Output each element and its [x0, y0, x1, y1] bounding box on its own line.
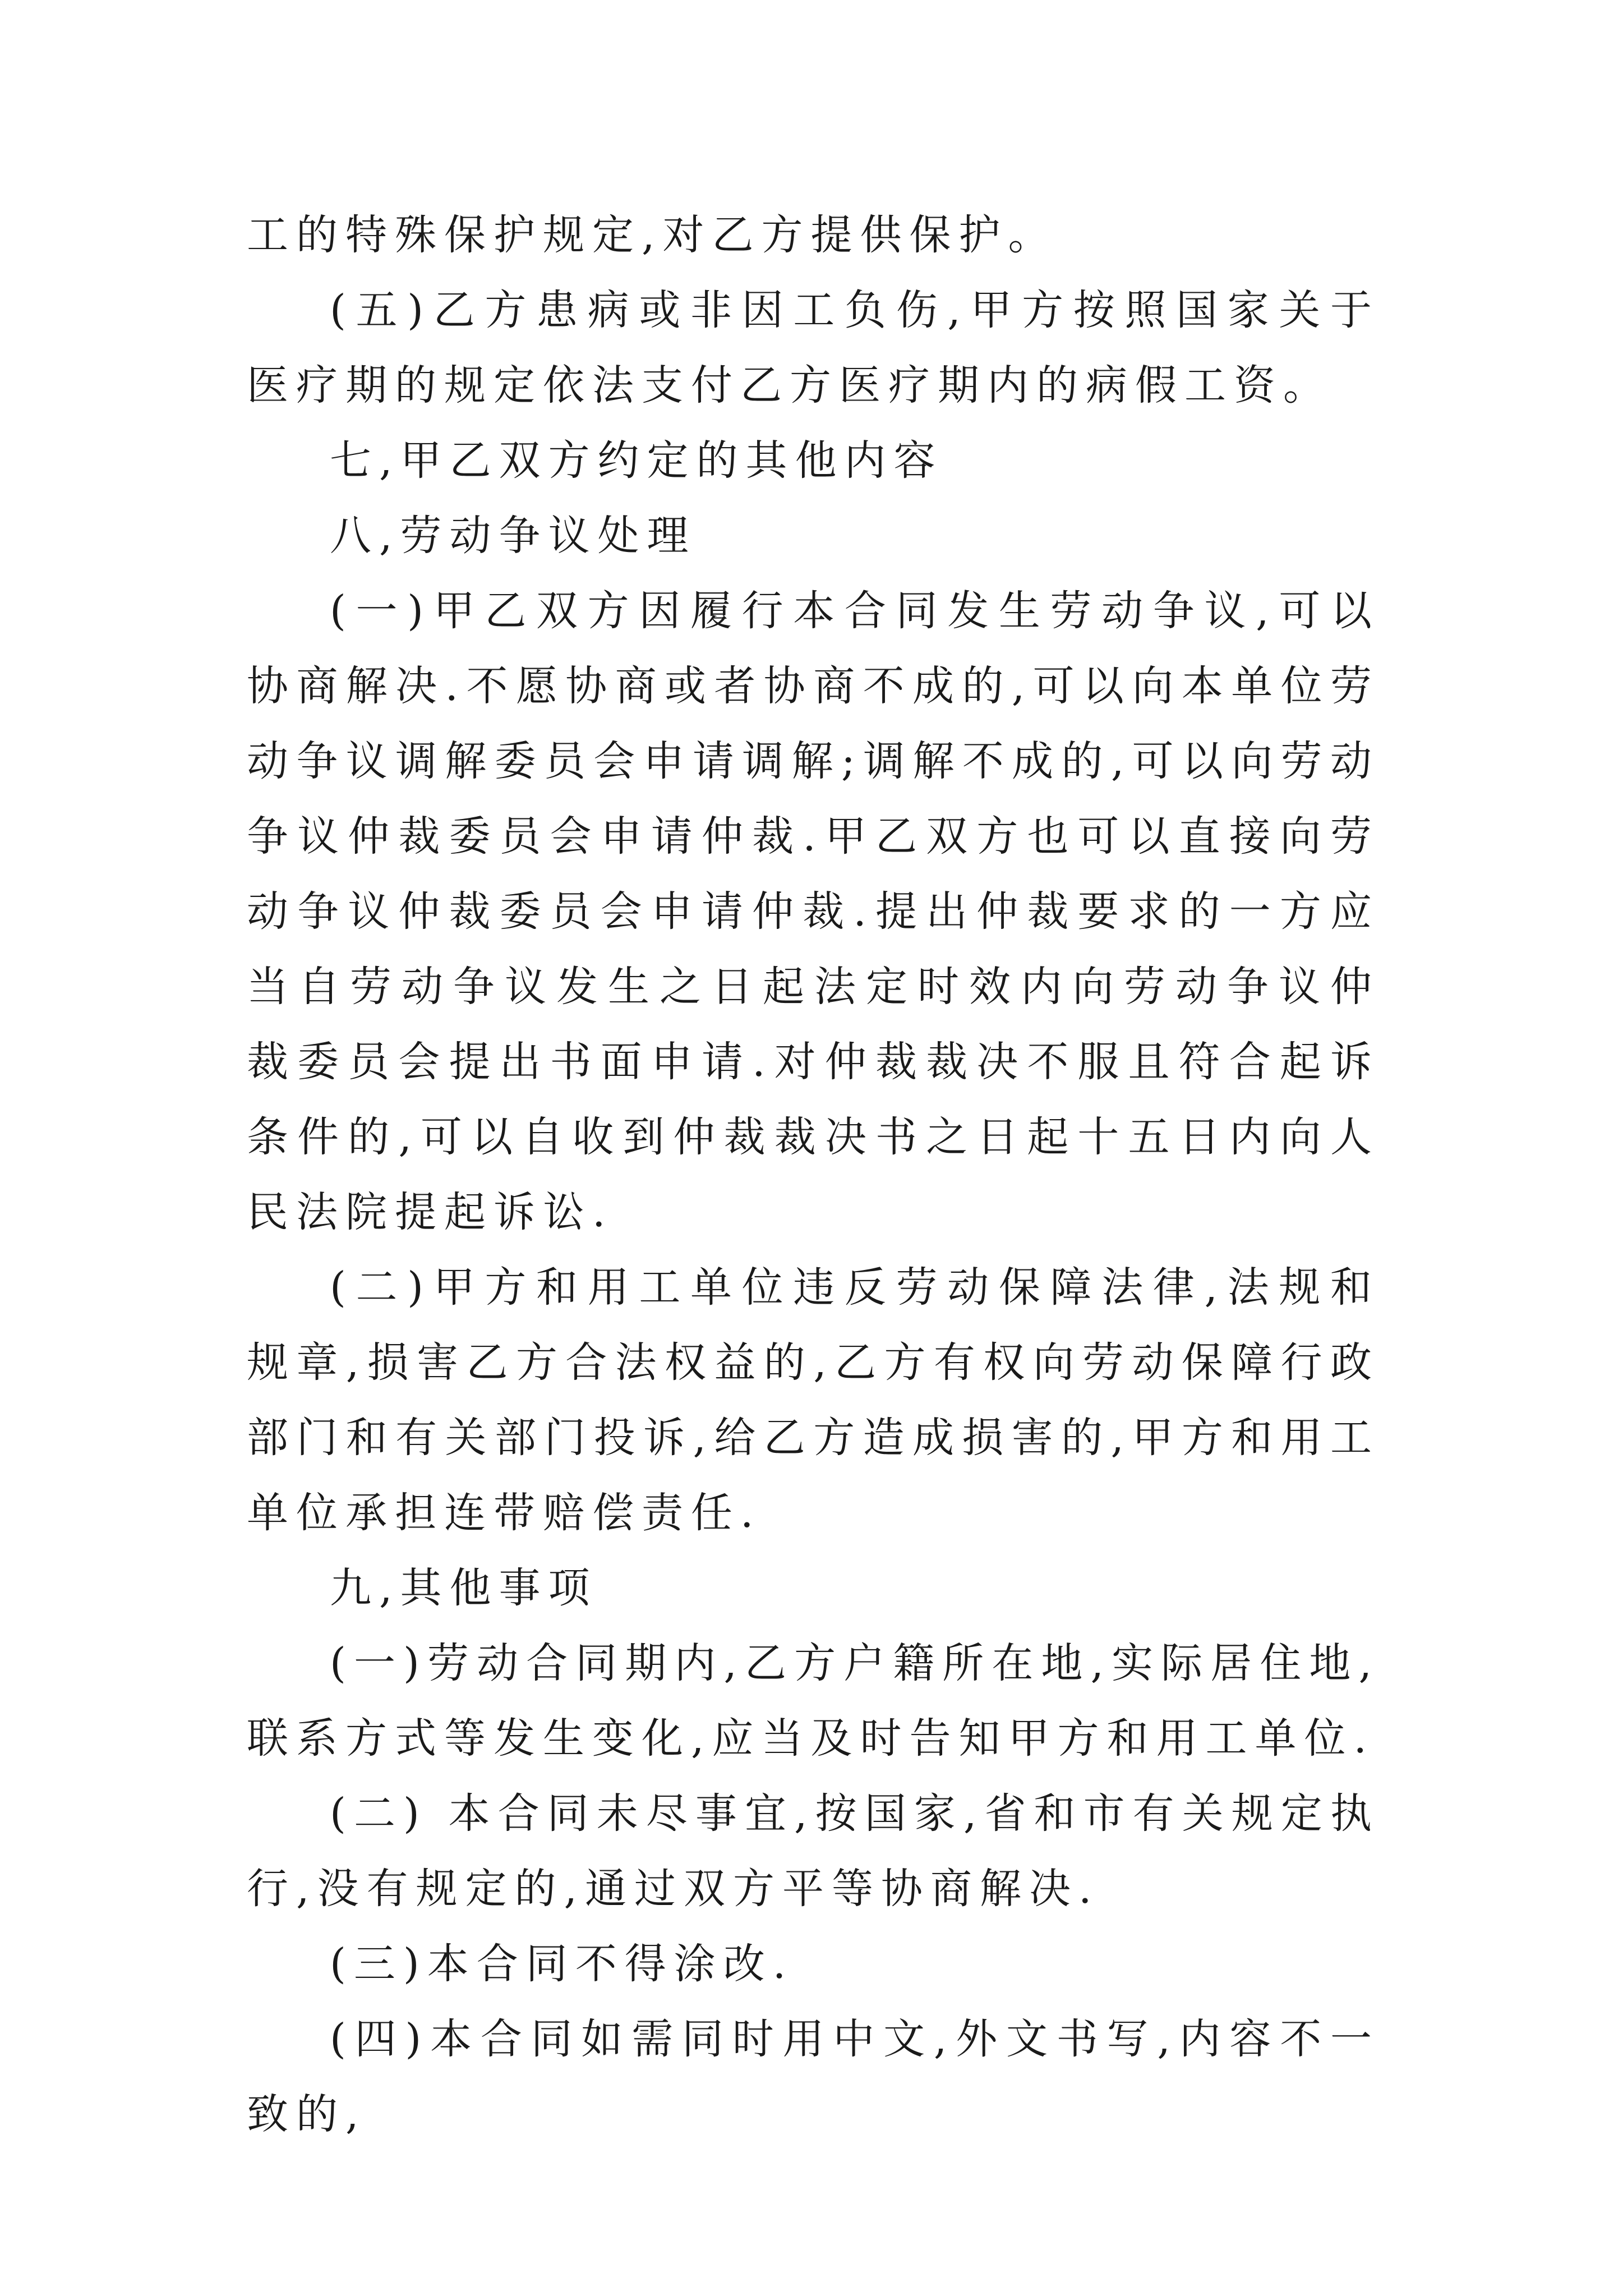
section-heading-8: 八,劳动争议处理	[330, 512, 697, 560]
paragraph-dispute-1: (一)甲乙双方因履行本合同发生劳动争议,可以协商解决.不愿协商或者协商不成的,可以向本单位劳动争议调解委员会申请调解;调解不成的,可以向劳动争议仲裁委员会申请仲裁.甲乙双方也可以直接向劳动争议仲裁委员会申请仲裁.提出仲裁要求的一方应当自劳动争议发生之日起法定时效内向劳动争议仲裁委员会提出书面申请.对仲裁裁决不服且符合起诉条件的,可以自收到仲裁裁决书之日起十五日内向人民法院提起诉讼.	[247, 587, 1380, 1236]
document-body	[247, 197, 1380, 2152]
paragraph-other-1: (一)劳动合同期内,乙方户籍所在地,实际居住地,联系方式等发生变化,应当及时告知甲方和用工单位.	[247, 1639, 1380, 1763]
paragraph-other-2: (二) 本合同未尽事宜,按国家,省和市有关规定执行,没有规定的,通过双方平等协商解决.	[247, 1789, 1380, 1913]
paragraph-other-3: (三)本合同不得涂改.	[330, 1940, 794, 1988]
paragraph-dispute-2: (二)甲方和用工单位违反劳动保障法律,法规和规章,损害乙方合法权益的,乙方有权向劳动保障行政部门和有关部门投诉,给乙方造成损害的,甲方和用工单位承担连带赔偿责任.	[247, 1263, 1380, 1537]
paragraph-continuation: 工的特殊保护规定,对乙方提供保护。	[247, 211, 1058, 259]
section-heading-9: 九,其他事项	[330, 1564, 598, 1612]
paragraph-clause-5: (五)乙方患病或非因工负伤,甲方按照国家关于医疗期的规定依法支付乙方医疗期内的病假工资。	[247, 286, 1380, 409]
section-heading-7: 七,甲乙双方约定的其他内容	[330, 436, 943, 485]
paragraph-other-4: (四)本合同如需同时用中文,外文书写,内容不一致的,	[247, 2015, 1380, 2138]
